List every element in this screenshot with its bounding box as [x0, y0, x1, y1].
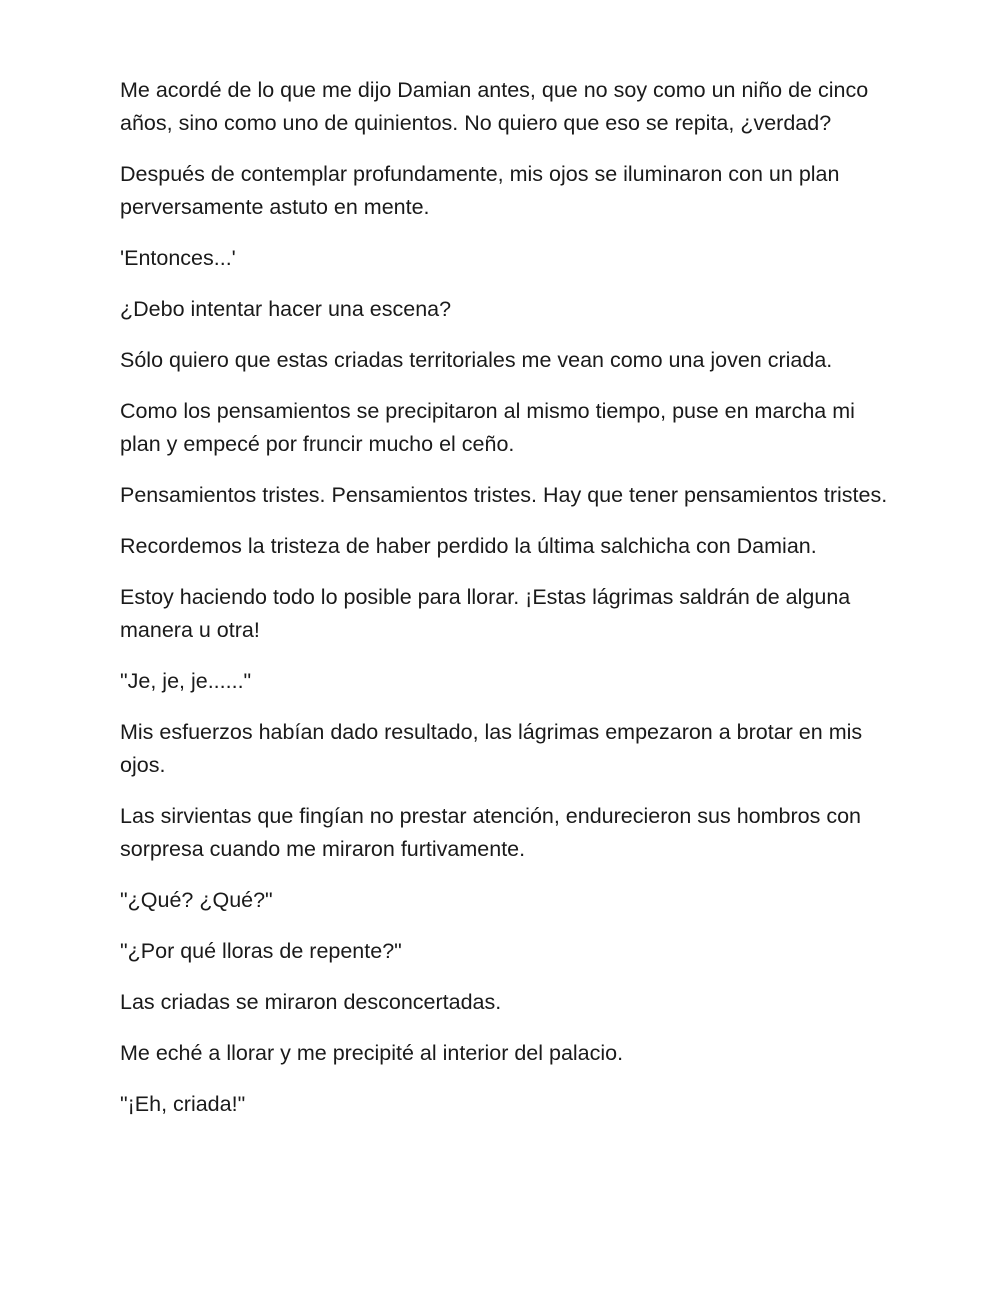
- paragraph: "Je, je, je......": [120, 669, 252, 693]
- paragraph: Me acordé de lo que me dijo Damian antes, que no soy como un niño de cinco años, sino como uno de quinientos. No quiero que eso se repita, ¿verdad?: [120, 78, 869, 135]
- paragraph: Estoy haciendo todo lo posible para llorar. ¡Estas lágrimas saldrán de alguna manera u otra!: [120, 585, 851, 642]
- paragraph: Las criadas se miraron desconcertadas.: [120, 990, 502, 1014]
- paragraph: Después de contemplar profundamente, mis ojos se iluminaron con un plan perversamente astuto en mente.: [120, 162, 840, 219]
- paragraph: 'Entonces...': [120, 246, 236, 270]
- paragraph: Mis esfuerzos habían dado resultado, las lágrimas empezaron a brotar en mis ojos.: [120, 720, 863, 777]
- paragraph: Recordemos la tristeza de haber perdido la última salchicha con Damian.: [120, 534, 817, 558]
- paragraph: "¡Eh, criada!": [120, 1092, 246, 1116]
- paragraph: "¿Qué? ¿Qué?": [120, 888, 273, 912]
- paragraph: ¿Debo intentar hacer una escena?: [120, 297, 452, 321]
- paragraph: Las sirvientas que fingían no prestar atención, endurecieron sus hombros con sorpresa cuando me miraron furtivamente.: [120, 804, 861, 861]
- paragraph: Como los pensamientos se precipitaron al mismo tiempo, puse en marcha mi plan y empecé por fruncir mucho el ceño.: [120, 399, 855, 456]
- paragraph: Me eché a llorar y me precipité al interior del palacio.: [120, 1041, 624, 1065]
- paragraph: Sólo quiero que estas criadas territoriales me vean como una joven criada.: [120, 348, 833, 372]
- document-body: [120, 74, 900, 1139]
- paragraph: Pensamientos tristes. Pensamientos tristes. Hay que tener pensamientos tristes.: [120, 483, 888, 507]
- paragraph: "¿Por qué lloras de repente?": [120, 939, 402, 963]
